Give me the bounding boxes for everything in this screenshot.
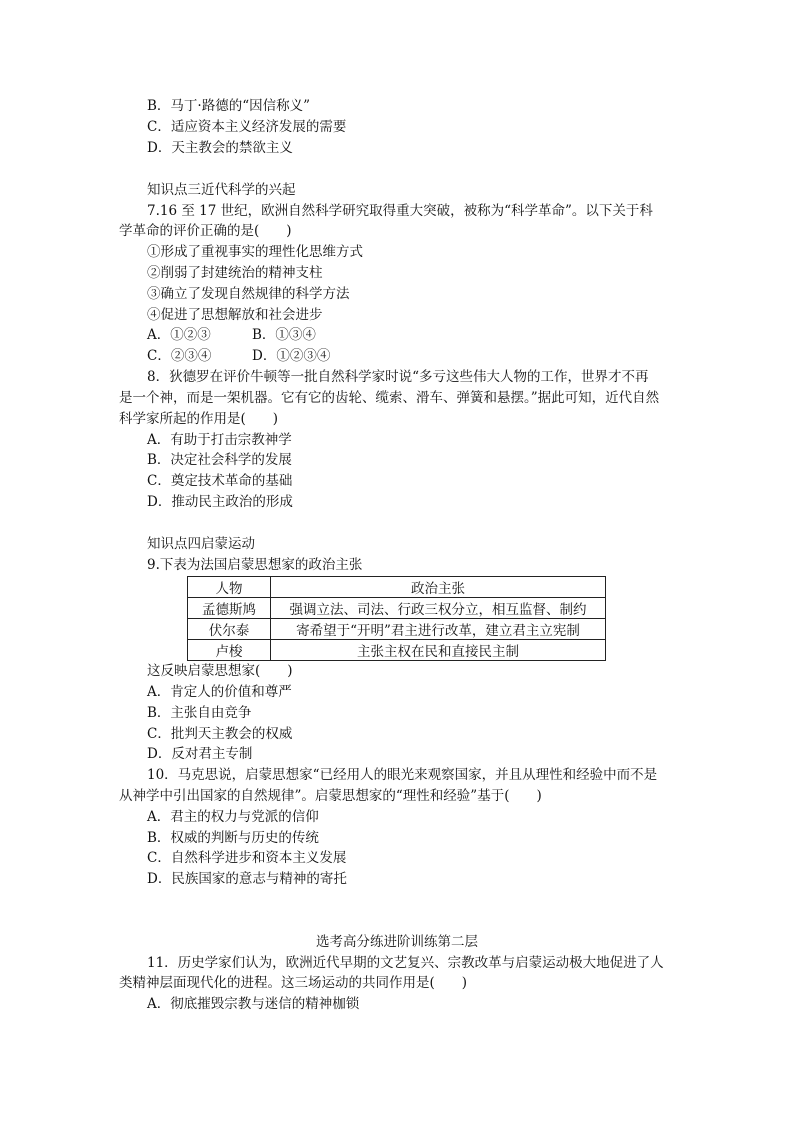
q9-option-d: D．反对君主专制 [147,746,253,762]
table-cell-person: 伏尔泰 [188,619,271,640]
q10-option-c: C．自然科学进步和资本主义发展 [147,850,347,866]
table-cell-claim: 主张主权在民和直接民主制 [271,640,606,661]
table-cell-claim: 强调立法、司法、行政三权分立，相互监督、制约 [271,598,606,619]
table-header-person: 人物 [188,577,271,598]
q11-stem-line2: 类精神层面现代化的进程。这三场运动的共同作用是( ) [119,975,468,991]
q9-option-a: A．肯定人的价值和尊严 [147,684,292,700]
q10-option-b: B．权威的判断与历史的传统 [147,830,319,846]
q10-stem-line1: 10．马克思说，启蒙思想家“已经用人的眼光来观察国家，并且从理性和经验中而不是 [147,767,658,783]
q7-stem-line1: 7.16 至 17 世纪，欧洲自然科学研究取得重大突破，被称为“科学革命”。以下关于科 [147,203,653,219]
q7-item-1: ①形成了重视事实的理性化思维方式 [147,244,363,260]
q7-item-4: ④促进了思想解放和社会进步 [147,307,323,323]
q8-option-c: C．奠定技术革命的基础 [147,473,293,489]
section-4-title: 知识点四启蒙运动 [147,536,255,552]
enlightenment-table [187,576,606,661]
q8-stem-line3: 科学家所起的作用是( ) [119,411,279,427]
q8-option-b: B．决定社会科学的发展 [147,452,292,468]
table-row [188,619,606,640]
q7-item-3: ③确立了发现自然规律的科学方法 [147,286,350,302]
q8-option-a: A．有助于打击宗教神学 [147,432,292,448]
q7-option-c: C．②③④ [147,348,212,364]
table-row [188,598,606,619]
q6-option-b: B．马丁·路德的“因信称义” [147,98,311,114]
q6-option-d: D．天主教会的禁欲主义 [147,140,293,156]
q8-option-d: D．推动民主政治的形成 [147,494,293,510]
q11-option-a: A．彻底摧毁宗教与迷信的精神枷锁 [147,996,360,1012]
q10-stem-line2: 从神学中引出国家的自然规律”。启蒙思想家的“理性和经验”基于( ) [119,788,542,804]
q8-stem-line2: 是一个神，而是一架机器。它有它的齿轮、缆索、滑车、弹簧和悬摆。”据此可知，近代自然 [119,390,660,406]
table-row [188,640,606,661]
level-2-title: 选考高分练进阶训练第二层 [316,934,478,950]
q8-stem-line1: 8．狄德罗在评价牛顿等一批自然科学家时说“多亏这些伟大人物的工作，世界才不再 [147,369,649,385]
table-cell-claim: 寄希望于“开明”君主进行改革，建立君主立宪制 [271,619,606,640]
q9-after-table: 这反映启蒙思想家( ) [147,663,293,679]
section-3-title: 知识点三近代科学的兴起 [147,182,296,198]
q9-stem: 9.下表为法国启蒙思想家的政治主张 [147,557,363,573]
table-cell-person: 卢梭 [188,640,271,661]
q7-item-2: ②削弱了封建统治的精神支柱 [147,265,323,281]
q9-option-b: B．主张自由竞争 [147,705,252,721]
q7-stem-line2: 学革命的评价正确的是( ) [119,223,292,239]
q7-option-a: A．①②③ [147,327,211,343]
q10-option-d: D．民族国家的意志与精神的寄托 [147,871,347,887]
table-header-row [188,577,606,598]
q7-option-b: B．①③④ [252,327,316,343]
table-header-claim: 政治主张 [271,577,606,598]
q7-option-d: D．①②③④ [252,348,331,364]
q9-option-c: C．批判天主教会的权威 [147,726,293,742]
q11-stem-line1: 11．历史学家们认为，欧洲近代早期的文艺复兴、宗教改革与启蒙运动极大地促进了人 [147,955,664,971]
table-cell-person: 孟德斯鸠 [188,598,271,619]
q6-option-c: C．适应资本主义经济发展的需要 [147,119,347,135]
q10-option-a: A．君主的权力与党派的信仰 [147,809,319,825]
